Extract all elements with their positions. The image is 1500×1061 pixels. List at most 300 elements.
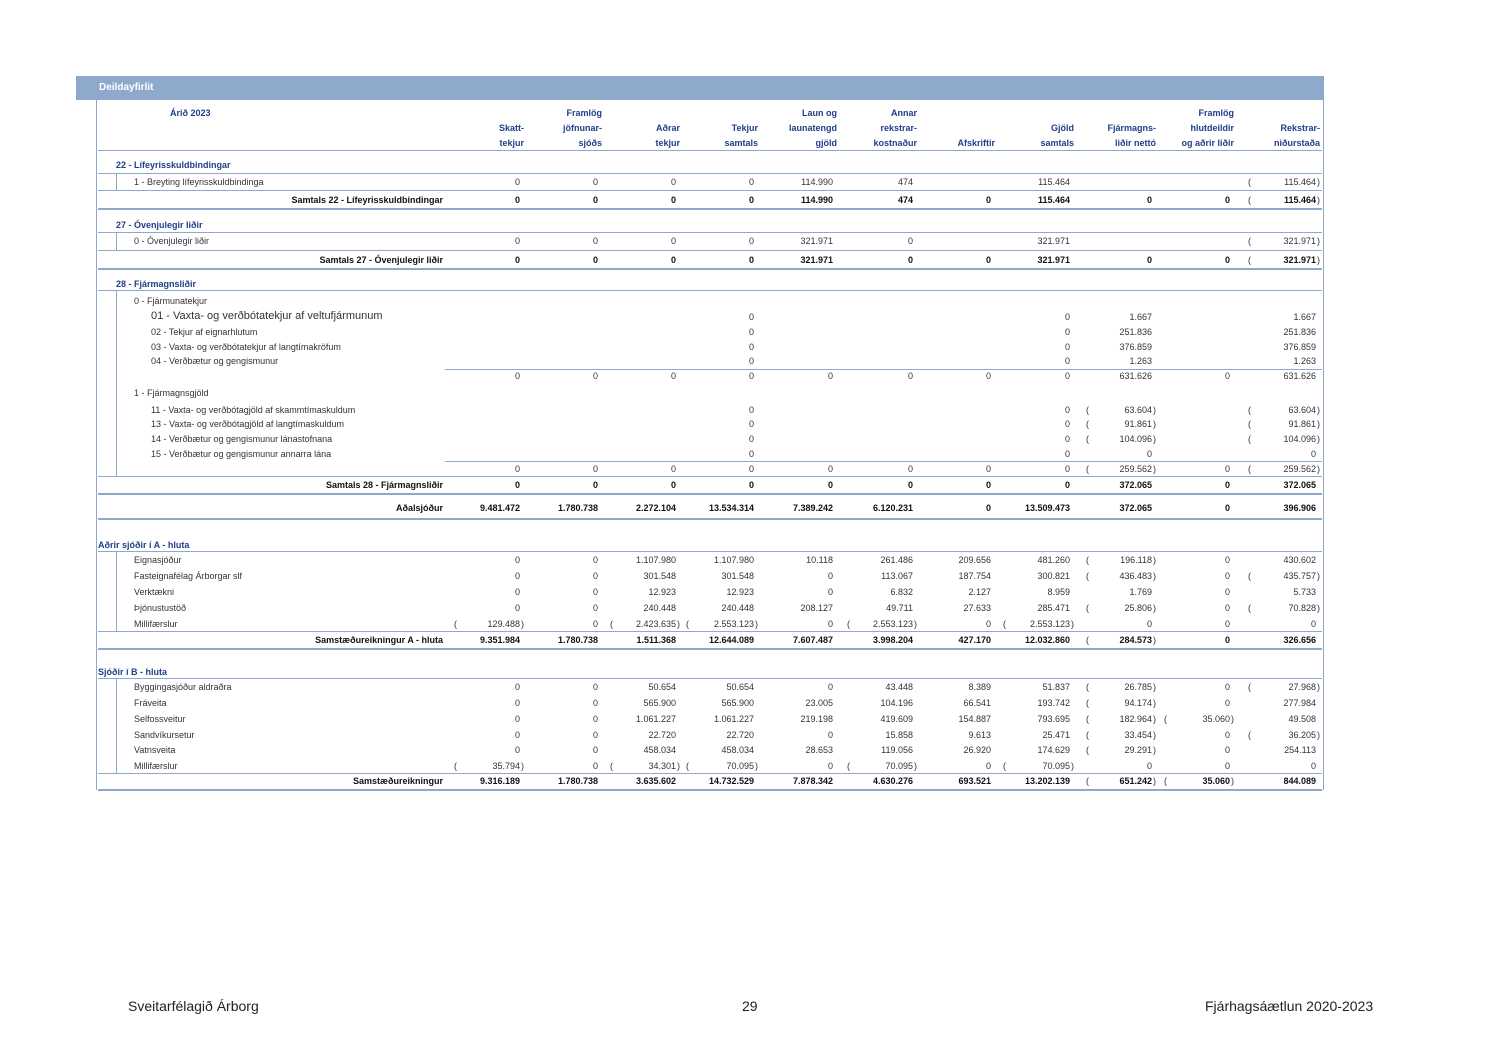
column-header-line: liðir nettó [1115,138,1156,148]
table-cell: 94.174 [1124,698,1152,708]
negative-paren-open: ( [1248,730,1251,740]
table-cell: 419.609 [880,714,913,724]
table-cell: 1.780.738 [557,635,598,645]
column-header-line [957,106,995,121]
table-cell: 14.732.529 [708,776,754,786]
section-banner [76,76,1324,100]
table-cell: 0 [1224,255,1230,265]
negative-paren-open: ( [1248,236,1251,246]
negative-paren-open: ( [1248,405,1251,415]
table-cell: 0 [670,236,676,246]
negative-paren-open: ( [1086,745,1089,755]
negative-paren-close: ) [1153,682,1156,692]
table-cell: 6.120.231 [872,503,913,513]
negative-paren-open: ( [1086,682,1089,692]
table-cell: 2.553.123 [713,619,754,629]
table-cell: 7.878.342 [792,776,833,786]
row-label: 03 - Vaxta- og verðbótatekjur af langtímakröfum [151,342,341,352]
table-cell: 0 [514,236,520,246]
table-cell: 187.754 [958,571,991,581]
footer-org: Sveitarfélagið Árborg [128,998,259,1014]
negative-paren-close: ) [1317,255,1320,265]
table-cell: 29.291 [1124,745,1152,755]
table-cell: 0 [670,255,676,265]
table-cell: 0 [985,464,991,474]
column-header-line: jöfnunar- [563,123,602,133]
table-cell: 4.630.276 [872,776,913,786]
table-cell: 284.573 [1119,635,1152,645]
table-cell: 0 [1224,698,1230,708]
row-label: Millifærslur [134,761,178,771]
table-cell: 0 [514,587,520,597]
table-cell: 321.971 [800,255,833,265]
table-cell: 63.604 [1124,405,1152,415]
subtotal-rule [445,369,1322,370]
table-cell: 631.626 [1283,371,1316,381]
row-label: 1 - Breyting lífeyrisskuldbindinga [134,177,264,187]
table-cell: 0 [592,761,598,771]
section-title-a: Aðrir sjóðir í A - hluta [98,540,190,550]
table-cell: 254.113 [1284,745,1316,755]
table-cell: 0 [592,619,598,629]
table-cell: 2.553.123 [872,619,913,629]
negative-paren-open: ( [1086,555,1089,565]
negative-paren-close: ) [1317,434,1320,444]
table-cell: 474 [897,177,913,187]
table-cell: 1.061.227 [713,714,754,724]
table-cell: 0 [592,177,598,187]
negative-paren-close: ) [914,761,917,771]
negative-paren-close: ) [1153,603,1156,613]
row-label: 01 - Vaxta- og verðbótatekjur af veltufjármunum [151,310,383,322]
negative-paren-close: ) [1317,603,1320,613]
table-cell: 33.454 [1124,730,1152,740]
table-cell: 12.923 [648,587,676,597]
table-cell: 0 [1224,587,1230,597]
table-cell: 0 [748,419,754,429]
column-header-line: Annar [890,108,917,118]
table-cell: 0 [592,480,598,490]
table-cell: 251.836 [1119,327,1152,337]
column-header-line: launatengd [788,123,837,133]
table-cell: 7.389.242 [792,503,833,513]
table-cell: 0 [907,255,913,265]
table-cell: 0 [748,434,754,444]
negative-paren-close: ) [1153,555,1156,565]
table-cell: 0 [514,195,520,205]
rule [98,789,1322,791]
table-cell: 0 [1064,449,1070,459]
negative-paren-close: ) [1317,419,1320,429]
table-cell: 0 [1224,682,1230,692]
column-header [499,106,524,151]
table-cell: 219.198 [800,714,833,724]
table-cell: 321.971 [1283,236,1316,246]
table-cell: 36.205 [1288,730,1316,740]
table-cell: 0 [1146,619,1152,629]
negative-paren-open: ( [847,619,850,629]
negative-paren-close: ) [1153,419,1156,429]
table-cell: 27.968 [1288,682,1316,692]
banner-title: Deildayfirlit [99,82,154,93]
table-cell: 0 [827,682,833,692]
negative-paren-open: ( [1086,603,1089,613]
table-cell: 0 [670,195,676,205]
table-cell: 0 [514,555,520,565]
table-cell: 0 [1064,419,1070,429]
table-cell: 1.511.368 [636,635,676,645]
column-header-line: Aðrar [655,123,680,133]
table-cell: 565.900 [721,698,754,708]
table-cell: 174.629 [1037,745,1070,755]
column-header-line: tekjur [499,138,524,148]
row-label: Vatnsveita [134,745,176,755]
group-bar [116,232,117,250]
negative-paren-close: ) [677,761,680,771]
rule [98,678,1322,679]
table-cell: 114.990 [801,177,833,187]
negative-paren-open: ( [1086,730,1089,740]
table-cell: 0 [748,312,754,322]
table-cell: 91.861 [1124,419,1152,429]
table-cell: 70.095 [726,761,754,771]
group-bar [116,678,117,773]
table-cell: 0 [592,682,598,692]
total-row-label: Samtals 28 - Fjármagnsliðir [325,480,443,490]
negative-paren-open: ( [1003,761,1006,771]
table-cell: 372.065 [1119,503,1152,513]
table-cell: 1.107.980 [635,555,676,565]
table-cell: 285.471 [1037,603,1070,613]
table-cell: 0 [1146,195,1152,205]
table-cell: 12.032.860 [1024,635,1070,645]
table-cell: 0 [1310,449,1316,459]
table-cell: 0 [1064,371,1070,381]
table-cell: 15.858 [885,730,913,740]
table-cell: 0 [1310,761,1316,771]
column-header-line [655,106,680,121]
table-cell: 104.096 [1119,434,1152,444]
table-cell: 0 [827,730,833,740]
column-header-line: Gjöld [1051,123,1074,133]
table-cell: 1.769 [1129,587,1152,597]
column-header-line [724,106,758,121]
column-header-line: Rekstrar- [1280,123,1320,133]
table-cell: 0 [514,371,520,381]
table-cell: 0 [670,464,676,474]
table-cell: 8.959 [1047,587,1070,597]
negative-paren-open: ( [1248,195,1251,205]
total-row-label: Samstæðureikningur [352,776,443,786]
table-cell: 0 [1224,761,1230,771]
table-cell: 0 [985,761,991,771]
negative-paren-close: ) [1317,195,1320,205]
table-cell: 50.654 [648,682,676,692]
column-header [957,106,995,151]
column-header-line: sjóðs [578,138,602,148]
table-cell: 12.923 [726,587,754,597]
negative-paren-open: ( [1248,255,1251,265]
table-cell: 12.644.089 [708,635,754,645]
table-cell: 1.667 [1129,312,1152,322]
table-cell: 0 [985,371,991,381]
table-cell: 0 [670,371,676,381]
table-cell: 0 [827,761,833,771]
table-cell: 631.626 [1119,371,1152,381]
table-cell: 70.095 [885,761,913,771]
column-header [563,106,602,151]
rule [98,631,1322,632]
table-cell: 0 [592,698,598,708]
total-row-label: Samtals 27 - Óvenjulegir liðir [319,255,443,265]
row-label: Millifærslur [134,619,178,629]
table-cell: 793.695 [1037,714,1070,724]
negative-paren-open: ( [847,761,850,771]
table-cell: 0 [748,405,754,415]
column-header [655,106,680,151]
table-cell: 1.107.980 [713,555,754,565]
table-cell: 261.486 [880,555,913,565]
column-header-line: hlutdeildir [1190,123,1234,133]
negative-paren-close: ) [1317,405,1320,415]
table-cell: 0 [748,449,754,459]
row-label: 15 - Verðbætur og gengismunur annarra lána [151,449,332,459]
table-cell: 115.464 [1284,177,1316,187]
table-cell: 0 [1224,480,1230,490]
table-cell: 251.836 [1283,327,1316,337]
negative-paren-open: ( [1086,434,1089,444]
table-cell: 651.242 [1119,776,1152,786]
table-cell: 104.096 [1283,434,1316,444]
table-cell: 1.780.738 [557,776,598,786]
column-header-line: rekstrar- [880,123,917,133]
section-title-22: 22 - Lífeyrisskuldbindingar [116,160,231,170]
table-cell: 0 [592,587,598,597]
negative-paren-close: ) [1153,405,1156,415]
table-cell: 10.118 [806,555,833,565]
table-cell: 0 [1224,555,1230,565]
negative-paren-open: ( [454,619,457,629]
rule [98,173,1322,174]
table-cell: 0 [670,480,676,490]
column-header-line [1274,106,1320,121]
column-header [1274,106,1320,151]
negative-paren-open: ( [1248,464,1251,474]
negative-paren-close: ) [1317,571,1320,581]
negative-paren-open: ( [1164,714,1167,724]
negative-paren-open: ( [1248,682,1251,692]
table-cell: 0 [1146,255,1152,265]
negative-paren-close: ) [1231,776,1234,786]
negative-paren-close: ) [1071,619,1074,629]
negative-paren-close: ) [1231,714,1234,724]
negative-paren-open: ( [1164,776,1167,786]
negative-paren-open: ( [1086,635,1089,645]
table-cell: 300.821 [1037,571,1070,581]
table-cell: 565.900 [643,698,676,708]
table-cell: 0 [748,195,754,205]
table-cell: 0 [592,371,598,381]
table-cell: 2.553.123 [1029,619,1070,629]
column-header [724,106,758,151]
table-cell: 321.971 [1283,255,1316,265]
table-cell: 321.971 [1037,255,1070,265]
negative-paren-open: ( [610,761,613,771]
column-header-line [957,121,995,136]
table-cell: 0 [1064,342,1070,352]
negative-paren-close: ) [1071,761,1074,771]
table-cell: 0 [514,464,520,474]
negative-paren-close: ) [1153,571,1156,581]
table-cell: 66.541 [963,698,991,708]
table-cell: 458.034 [643,745,676,755]
row-label: Sandvíkursetur [134,730,195,740]
table-cell: 0 [1146,761,1152,771]
rule [98,190,1322,191]
table-cell: 481.260 [1037,555,1070,565]
rule [98,208,1322,210]
row-label: 04 - Verðbætur og gengismunur [151,356,279,366]
row-label: 0 - Óvenjulegir liðir [134,236,210,246]
table-cell: 0 [985,503,991,513]
table-cell: 13.509.473 [1024,503,1070,513]
negative-paren-close: ) [521,761,524,771]
table-cell: 196.118 [1120,555,1152,565]
table-cell: 114.990 [800,195,833,205]
table-cell: 35.794 [492,761,520,771]
negative-paren-open: ( [686,619,689,629]
table-cell: 7.607.487 [792,635,833,645]
table-cell: 301.548 [643,571,676,581]
table-cell: 0 [1224,503,1230,513]
table-cell: 372.065 [1119,480,1152,490]
row-label: 13 - Vaxta- og verðbótagjöld af langtímaskuldum [151,419,344,429]
table-cell: 0 [1064,464,1070,474]
table-cell: 372.065 [1283,480,1316,490]
table-cell: 321.971 [1037,236,1070,246]
table-cell: 2.423.635 [635,619,676,629]
row-label: 14 - Verðbætur og gengismunur lánastofnana [151,434,333,444]
table-cell: 240.448 [721,603,754,613]
section-title-28: 28 - Fjármagnsliðir [116,279,197,289]
table-cell: 0 [592,555,598,565]
negative-paren-open: ( [1248,571,1251,581]
table-cell: 70.828 [1288,603,1316,613]
table-cell: 0 [748,480,754,490]
column-header-line: Fjármagns- [1107,123,1156,133]
negative-paren-close: ) [1153,635,1156,645]
header-rule [98,150,1322,151]
table-cell: 0 [748,464,754,474]
total-row-label: Aðalsjóður [395,503,443,513]
table-cell: 396.906 [1283,503,1316,513]
table-cell: 0 [985,619,991,629]
table-cell: 301.548 [721,571,754,581]
total-row-label: Samstæðureikningur A - hluta [315,635,443,645]
row-label: Fasteignafélag Árborgar slf [134,571,243,581]
table-cell: 115.464 [1283,195,1316,205]
negative-paren-open: ( [1086,405,1089,415]
negative-paren-close: ) [755,619,758,629]
table-cell: 2.127 [968,587,991,597]
table-cell: 376.859 [1119,342,1152,352]
table-cell: 26.920 [963,745,991,755]
negative-paren-close: ) [1317,730,1320,740]
table-cell: 0 [1224,603,1230,613]
table-cell: 51.837 [1042,682,1070,692]
table-cell: 9.481.472 [479,503,520,513]
table-cell: 0 [1224,571,1230,581]
column-header [1040,106,1074,151]
table-cell: 49.508 [1288,714,1316,724]
row-label: Eignasjóður [134,555,182,565]
page-number: 29 [742,998,758,1014]
table-cell: 115.464 [1037,195,1070,205]
table-cell: 1.061.227 [635,714,676,724]
table-cell: 0 [907,464,913,474]
table-cell: 193.742 [1037,698,1070,708]
negative-paren-close: ) [1153,776,1156,786]
table-cell: 154.887 [958,714,991,724]
negative-paren-open: ( [1248,177,1251,187]
table-cell: 0 [592,255,598,265]
table-cell: 8.389 [968,682,991,692]
column-header [1107,106,1156,151]
table-cell: 0 [514,603,520,613]
year-label: Árið 2023 [170,108,211,118]
table-cell: 0 [514,480,520,490]
table-cell: 0 [514,730,520,740]
section-title-27: 27 - Óvenjulegir liðir [116,220,203,230]
row-label: Byggingasjóður aldraðra [134,682,232,692]
row-label: 11 - Vaxta- og verðbótagjöld af skammtímaskuldum [151,405,356,415]
row-label: Selfossveitur [134,714,186,724]
table-cell: 49.711 [886,603,913,613]
rule [98,290,1322,291]
negative-paren-close: ) [521,619,524,629]
table-cell: 0 [1224,195,1230,205]
group-bar [116,551,117,631]
table-cell: 0 [592,730,598,740]
table-cell: 104.196 [880,698,913,708]
column-header-line: niðurstaða [1273,138,1320,148]
table-cell: 0 [985,480,991,490]
table-cell: 0 [514,714,520,724]
table-cell: 0 [827,371,833,381]
negative-paren-close: ) [1153,745,1156,755]
row-label: 02 - Tekjur af eignarhlutum [151,327,258,337]
table-cell: 0 [1064,356,1070,366]
table-cell: 43.448 [885,682,913,692]
table-cell: 22.720 [726,730,754,740]
table-cell: 0 [1146,449,1152,459]
negative-paren-close: ) [755,761,758,771]
table-cell: 129.488 [487,619,520,629]
table-cell: 0 [1224,730,1230,740]
table-cell: 259.562 [1119,464,1152,474]
table-cell: 0 [748,177,754,187]
table-cell: 3.998.204 [872,635,913,645]
column-header-line [499,106,524,121]
table-cell: 0 [748,356,754,366]
table-cell: 844.089 [1283,776,1316,786]
negative-paren-open: ( [1086,698,1089,708]
table-cell: 0 [1064,312,1070,322]
table-cell: 0 [514,255,520,265]
rule [98,493,1322,495]
table-cell: 0 [827,464,833,474]
negative-paren-open: ( [686,761,689,771]
